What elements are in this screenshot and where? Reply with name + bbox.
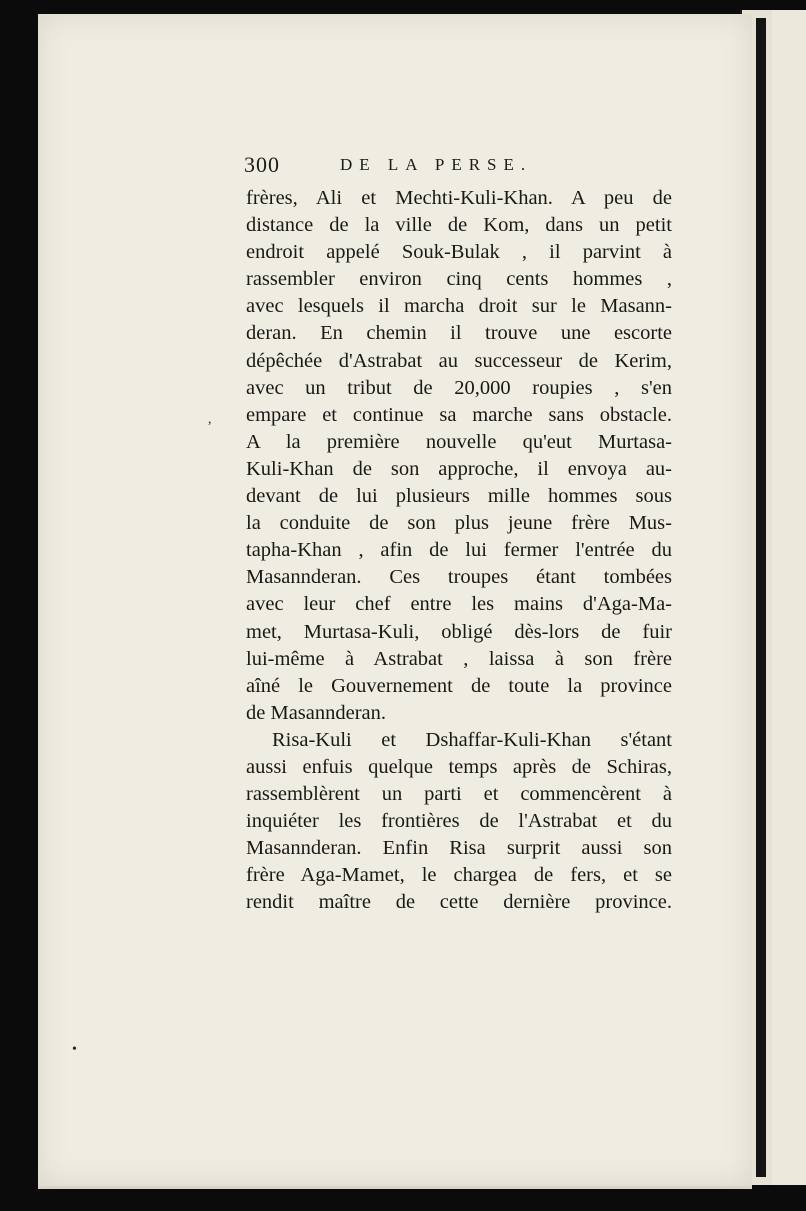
text-line: la conduite de son plus jeune frère Mus- xyxy=(246,512,672,535)
margin-speck: • xyxy=(72,1042,77,1057)
text-line: rassemblèrent un parti et commencèrent à xyxy=(246,783,672,806)
text-line: met, Murtasa-Kuli, obligé dès-lors de fuir xyxy=(246,620,672,643)
text-line: avec un tribut de 20,000 roupies , s'en xyxy=(246,376,672,399)
text-line: Kuli-Khan de son approche, il envoya au- xyxy=(246,457,672,480)
text-line: avec lesquels il marcha droit sur le Masann- xyxy=(246,295,672,318)
text-line: A la première nouvelle qu'eut Murtasa- xyxy=(246,430,672,453)
text-body xyxy=(246,185,672,917)
running-head: DE LA PERSE. xyxy=(340,155,533,174)
text-line: frère Aga-Mamet, le chargea de fers, et se xyxy=(246,864,672,887)
text-line: avec leur chef entre les mains d'Aga-Ma- xyxy=(246,593,672,616)
text-line: aîné le Gouvernement de toute la province xyxy=(246,674,672,697)
text-line: inquiéter les frontières de l'Astrabat et du xyxy=(246,810,672,833)
text-line: empare et continue sa marche sans obstacle. xyxy=(246,403,672,426)
text-line: aussi enfuis quelque temps après de Schiras, xyxy=(246,755,672,778)
text-line: lui-même à Astrabat , laissa à son frère xyxy=(246,647,672,670)
margin-speck: , xyxy=(208,412,212,427)
text-line: frères, Ali et Mechti-Kuli-Khan. A peu de xyxy=(246,187,672,209)
page-header xyxy=(244,152,684,182)
text-line: rassembler environ cinq cents hommes , xyxy=(246,268,672,291)
text-line: endroit appelé Souk-Bulak , il parvint à xyxy=(246,241,672,264)
text-line: distance de la ville de Kom, dans un petit xyxy=(246,214,672,237)
text-line: de Masannderan. xyxy=(246,701,387,724)
text-line: deran. En chemin il trouve une escorte xyxy=(246,322,672,345)
text-line: Risa-Kuli et Dshaffar-Kuli-Khan s'étant xyxy=(272,728,672,751)
text-line: devant de lui plusieurs mille hommes sous xyxy=(246,485,672,508)
text-line: dépêchée d'Astrabat au successeur de Kerim, xyxy=(246,349,672,372)
text-line: rendit maître de cette dernière province. xyxy=(246,891,672,914)
text-line: tapha-Khan , afin de lui fermer l'entrée du xyxy=(246,539,672,562)
text-line: Masannderan. Enfin Risa surprit aussi son xyxy=(246,837,672,860)
page-number: 300 xyxy=(244,152,280,177)
text-line: Masannderan. Ces troupes étant tombées xyxy=(246,566,672,589)
